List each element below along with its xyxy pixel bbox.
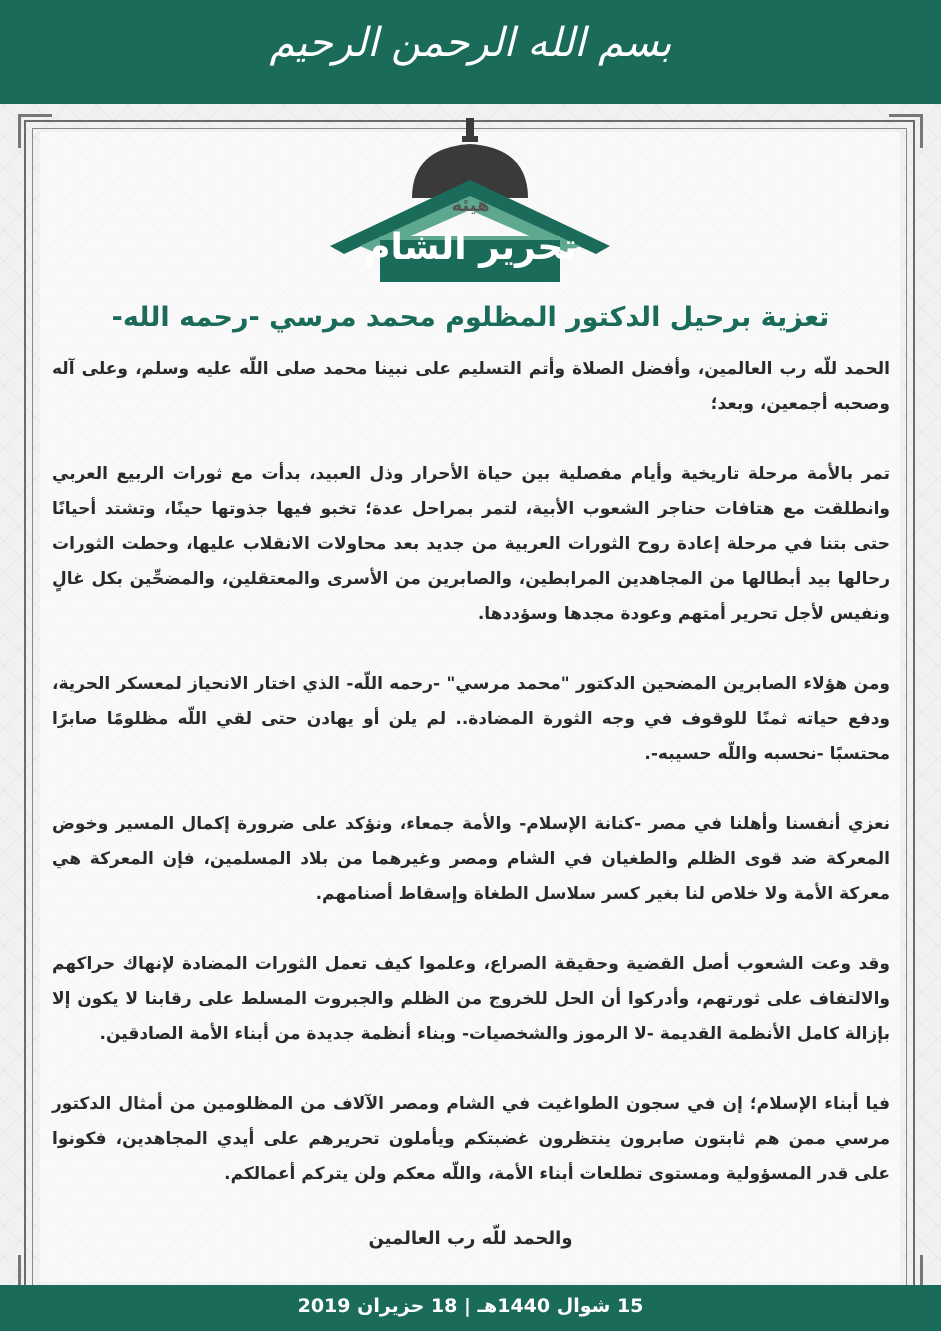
paragraph: وقد وعت الشعوب أصل القضية وحقيقة الصراع، وعلموا كيف تعمل الثورات المضادة لإنهاك حراكهم والالتفاف على ثورتهم، وأدركوا أن الحل للخروج من الظلم والجبروت المسلط على رقابنا لا يكون إلا بإزالة كامل الأنظمة القديمة -لا الرموز والشخصيات- وبناء أنظمة جديدة من أبناء الأمة الصادقين. (52, 954, 890, 1044)
paragraph: ومن هؤلاء الصابرين المضحين الدكتور "محمد مرسي" -رحمه اللّه- الذي اختار الانحياز لمعسكر الحرية، ودفع حياته ثمنًا للوقوف في وجه الثورة المضادة.. لم يلن أو يهادن حتى لقي اللّه مظلومًا صابرًا محتسبًا -نحسبه واللّه حسيبه-. (52, 674, 890, 764)
paragraph: الحمد للّه رب العالمين، وأفضل الصلاة وأتم التسليم على نبينا محمد صلى اللّه عليه وسلم، وعلى آله وصحبه أجمعين، وبعد؛ (52, 359, 890, 414)
statement-title: تعزية برحيل الدكتور المظلوم محمد مرسي -رحمه الله- (111, 302, 830, 333)
paragraph: نعزي أنفسنا وأهلنا في مصر -كنانة الإسلام- والأمة جمعاء، ونؤكد على ضرورة إكمال المسير وخوض المعركة ضد قوى الظلم والطغيان في الشام ومصر وغيرهما من بلاد المسلمين، فإن المعركة هي معركة الأمة ولا خلاص لنا بغير كسر سلاسل الطغاة وإسقاط أصنامهم. (52, 814, 890, 904)
closing-line: والحمد للّه رب العالمين (368, 1228, 573, 1249)
footer-date: 15 شوال 1440هـ | 18 حزيران 2019 (297, 1295, 644, 1317)
frame-corner-top-left (18, 114, 52, 148)
bismillah-calligraphy: بسم الله الرحمن الرحيم (269, 20, 672, 66)
statement-body (52, 352, 890, 1227)
frame-corner-bottom-right (889, 1255, 923, 1289)
paragraph: تمر بالأمة مرحلة تاريخية وأيام مفصلية بين حياة الأحرار وذل العبيد، بدأت مع ثورات الربيع العربي وانطلقت مع هتافات حناجر الشعوب الأبية، لتمر بمراحل عدة؛ تخبو فيها جذوتها حينًا، وتشتد أحيانًا حتى بتنا في مرحلة إعادة روح الثورات العربية من جديد بعد محاولات الانقلاب عليها، وحطت الثورات رحالها بيد أبطالها من المجاهدين المرابطين، والصابرين من الأسرى والمعتقلين، والمضحِّين بكل غالٍ ونفيس لأجل تحرير أمتهم وعودة مجدها وسؤددها. (52, 464, 890, 624)
frame-corner-bottom-left (18, 1255, 52, 1289)
paragraph: فيا أبناء الإسلام؛ إن في سجون الطواغيت في الشام ومصر الآلاف من المظلومين من أمثال الدكتور مرسي ممن هم ثابتون صابرون ينتظرون غضبتكم ويأملون تحريرهم على أيدي المجاهدين، فكونوا على قدر المسؤولية ومستوى تطلعات أبناء الأمة، واللّه معكم ولن يتركم أعمالكم. (52, 1094, 890, 1184)
frame-corner-top-right (889, 114, 923, 148)
logo-subtitle: هيئة (451, 195, 490, 216)
logo-title: تحرير الشام (364, 227, 577, 268)
